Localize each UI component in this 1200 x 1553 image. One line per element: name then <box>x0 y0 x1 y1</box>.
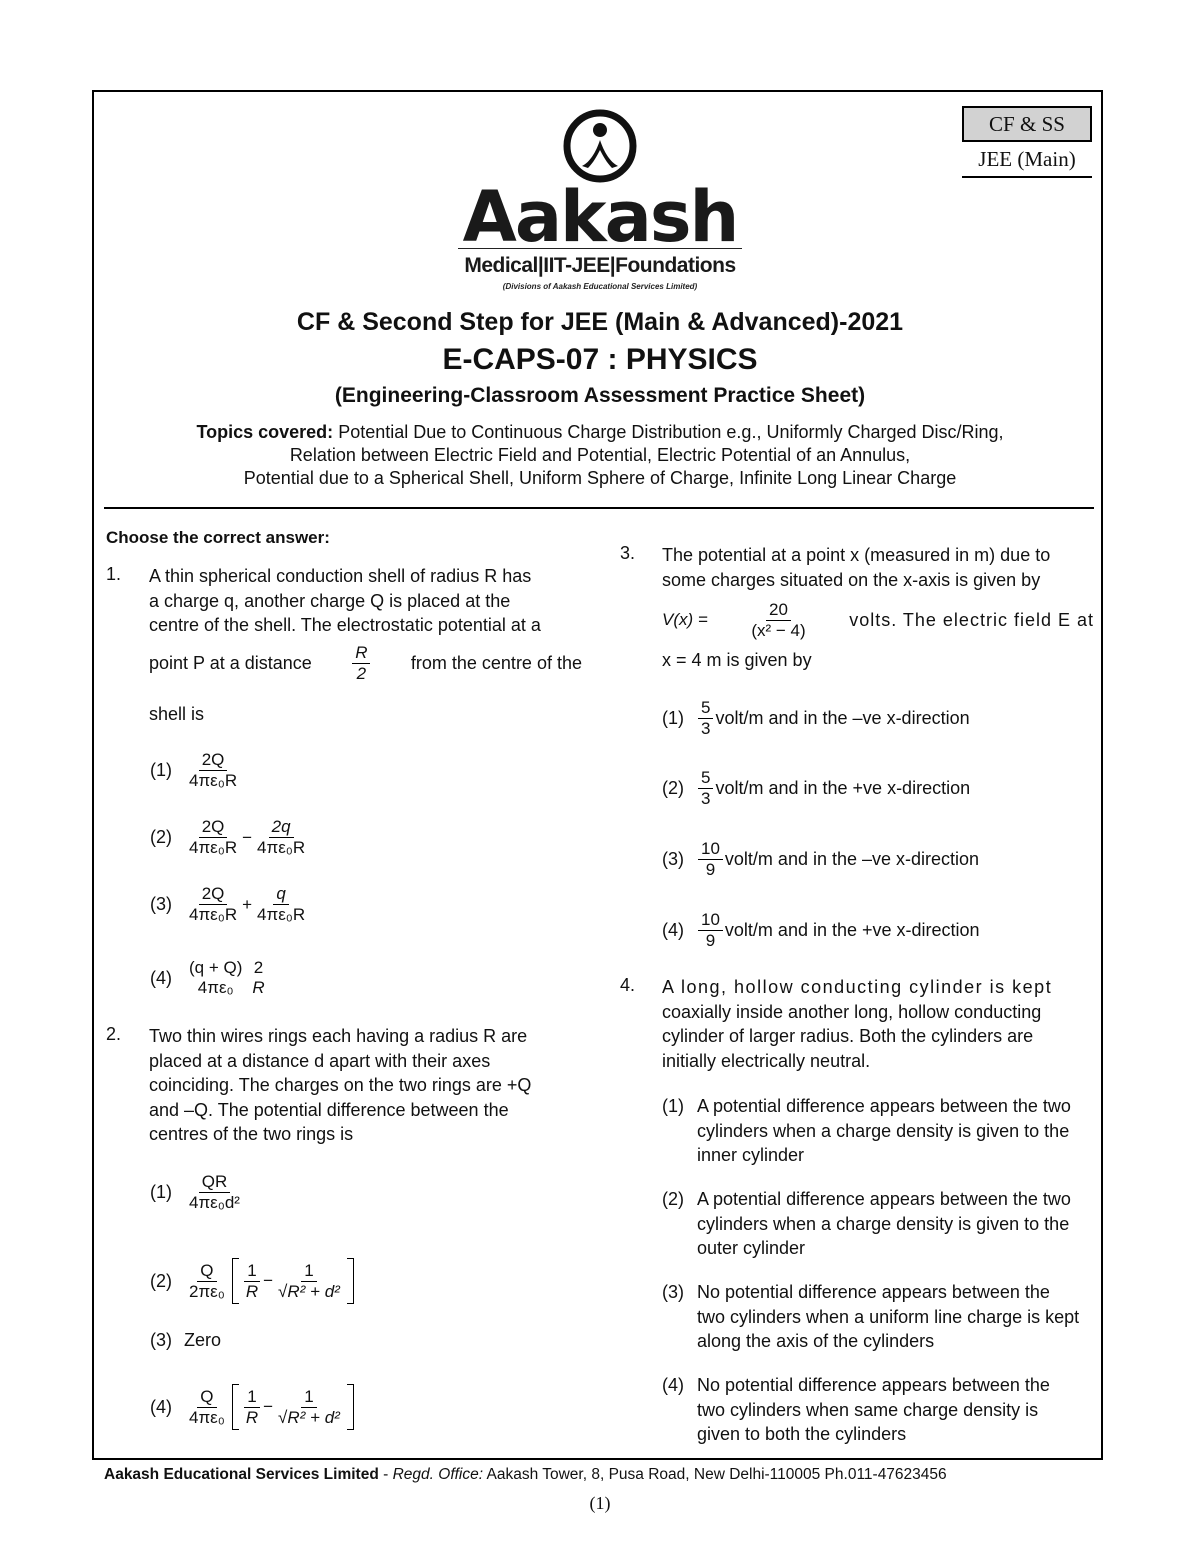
sheet-name: (Engineering-Classroom Assessment Practice Sheet) <box>334 384 866 407</box>
footer-company: Aakash Educational Services Limited <box>104 1466 379 1483</box>
q1-option-1[interactable]: (1) $\frac{2Q}{\text{4πε₀R}}$ <box>150 750 238 790</box>
q1-line: A thin spherical conduction shell of radius R has <box>149 566 532 586</box>
footer-address: Aakash Educational Services Limited - Regd. Office: Aakash Tower, 8, Pusa Road, New Delhi-110005 Ph.011-47623456 <box>104 1466 947 1483</box>
q1-line: from the centre of the <box>410 653 582 674</box>
q2-line: and –Q. The potential difference between the <box>149 1099 509 1120</box>
q2-line: coinciding. The charges on the two rings are +Q <box>149 1075 532 1095</box>
logo-division: (Divisions of Aakash Educational Services Limited) <box>502 282 698 291</box>
q4-option-3[interactable]: (3) No potential difference appears between the two cylinders when a uniform line charge is kept along the axis of the cylinders <box>662 1282 1080 1351</box>
logo-wordmark: Aakash <box>462 176 738 258</box>
q4-option-2[interactable]: (2) A potential difference appears between the two cylinders when a charge density is given to the outer cylinder <box>662 1189 1071 1258</box>
sheet-subject: E-CAPS-07 : PHYSICS <box>442 343 758 376</box>
q2-option-4[interactable]: (4) $\frac{Q}{\text{4πε₀}}$ $\frac{1}{R}$ − $\frac{1}{\text{√R² + d²}}$ <box>150 1384 356 1430</box>
q3-option-3[interactable]: (3) $\frac{10}{9}$ volt/m and in the –ve x-direction <box>662 839 980 879</box>
course-badge: CF & SS <box>962 106 1092 142</box>
q1-number: 1. <box>106 564 122 584</box>
footer-office-label: Regd. Office: <box>392 1466 484 1483</box>
q3-line: The potential at a point x (measured in m) due to <box>662 545 1051 565</box>
q2-option-1[interactable]: (1) $\frac{QR}{\text{4πε₀d²}}$ <box>150 1172 240 1212</box>
q3-option-1[interactable]: (1) $\frac{5}{3}$ volt/m and in the –ve x-direction <box>662 698 970 738</box>
topics-line-2: Relation between Electric Field and Potential, Electric Potential of an Annulus, <box>289 445 911 465</box>
q1-option-4[interactable]: (4) (q + Q) 4πε₀ 2 R <box>150 958 265 997</box>
bracket-right <box>347 1258 354 1304</box>
q1-option-3[interactable]: (3) $\frac{2Q}{\text{4πε₀R}}$ + $\frac{q}{\text{4πε₀R}}$ <box>150 884 306 924</box>
q1-stem <box>149 564 582 638</box>
q1-option-2[interactable]: (2) $\frac{2Q}{\text{4πε₀R}}$ − $\frac{2q}{\text{4πε₀R}}$ <box>150 817 306 857</box>
aakash-logo <box>440 108 760 298</box>
q4-line: cylinder of larger radius. Both the cylinders are <box>662 1026 1034 1046</box>
header-divider <box>104 507 1094 509</box>
instruction: Choose the correct answer: <box>106 528 330 547</box>
q2-line: placed at a distance d apart with their axes <box>149 1050 491 1071</box>
q1-distance-fraction: $\frac{R}{2}$ <box>352 643 370 684</box>
q1-line: point P at a distance <box>149 653 312 674</box>
footer-address-text: Aakash Tower, 8, Pusa Road, New Delhi-110005 Ph.011-47623456 <box>483 1466 947 1483</box>
q4-option-1[interactable]: (1) A potential difference appears between the two cylinders when a charge density is given to the inner cylinder <box>662 1096 1071 1165</box>
topics-label: Topics covered: <box>196 422 334 442</box>
q1-line: a charge q, another charge Q is placed at the <box>149 590 511 611</box>
q4-option-4[interactable]: (4) No potential difference appears between the two cylinders when same charge density is given to both the cylinders <box>662 1375 1050 1444</box>
topics-covered <box>100 421 1100 490</box>
q3-line: some charges situated on the x-axis is given by <box>662 569 1041 590</box>
q3-number: 3. <box>620 543 636 563</box>
q2-line: centres of the two rings is <box>149 1124 354 1144</box>
topics-line-1: Potential Due to Continuous Charge Distribution e.g., Uniformly Charged Disc/Ring, <box>338 422 1004 442</box>
q4-number: 4. <box>620 975 636 995</box>
q3-option-4[interactable]: (4) $\frac{10}{9}$ volt/m and in the +ve x-direction <box>662 910 980 950</box>
page-title: CF & Second Step for JEE (Main & Advanced)-2021 <box>296 308 904 336</box>
q2-option-2[interactable]: (2) $\frac{Q}{\text{2πε₀}}$ $\frac{1}{R}$ − $\frac{1}{\text{√R² + d²}}$ <box>150 1258 356 1304</box>
q4-line: coaxially inside another long, hollow conducting <box>662 1001 1042 1022</box>
bracket-right <box>347 1384 354 1430</box>
q1-line: shell is <box>149 704 205 724</box>
q4-line: initially electrically neutral. <box>662 1050 871 1071</box>
q3-option-2[interactable]: (2) $\frac{5}{3}$ volt/m and in the +ve x-direction <box>662 768 971 808</box>
logo-rule <box>458 248 742 249</box>
exam-label: JEE (Main) <box>962 147 1092 178</box>
q2-option-3[interactable]: (3) Zero <box>150 1330 222 1350</box>
bracket-left <box>232 1258 239 1304</box>
q4-line: A long, hollow conducting cylinder is kept <box>662 977 1053 997</box>
logo-tagline: Medical|IIT-JEE|Foundations <box>464 254 736 277</box>
page-number: (1) <box>589 1493 611 1513</box>
bracket-left <box>232 1384 239 1430</box>
q3-line: x = 4 m is given by <box>662 650 812 670</box>
q2-number: 2. <box>106 1024 122 1044</box>
q1-distance-line <box>149 643 582 684</box>
q2-stem <box>149 1024 582 1147</box>
q1-line: centre of the shell. The electrostatic potential at a <box>149 615 541 635</box>
q2-line: Two thin wires rings each having a radius R are <box>149 1026 528 1046</box>
topics-line-3: Potential due to a Spherical Shell, Uniform Sphere of Charge, Infinite Long Linear Charge <box>243 468 957 488</box>
q4-stem <box>662 975 1094 1073</box>
q3-stem <box>662 543 1094 592</box>
q3-equation: V(x) = $\frac{20}{\text{(x² − 4)}}$ volts. The electric field E at <box>662 600 1094 640</box>
